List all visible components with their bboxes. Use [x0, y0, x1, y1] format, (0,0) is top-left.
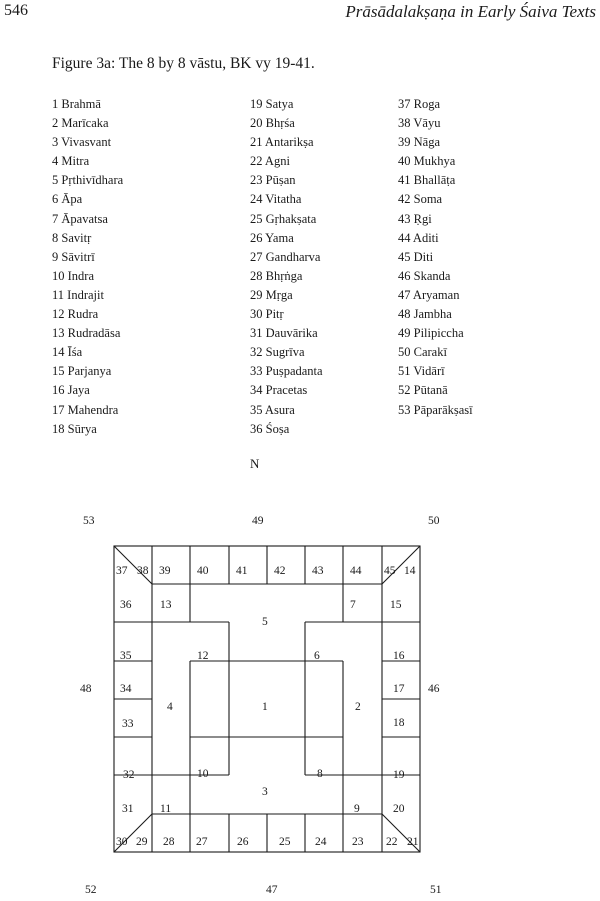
outer-label-top: 49 — [252, 515, 264, 527]
cell-label-bottom-6: 23 — [352, 836, 364, 848]
deity-list-item: 47 Aryaman — [398, 287, 460, 302]
deity-list-item: 16 Jaya — [52, 383, 90, 398]
cell-label-top-6: 44 — [350, 565, 362, 577]
cell-label-bottom-4: 25 — [279, 836, 291, 848]
deity-list-item: 6 Āpa — [52, 192, 83, 207]
deity-list-item: 48 Jambha — [398, 307, 452, 322]
cell-label-top-4: 42 — [274, 565, 286, 577]
cell-label-left-1: 36 — [120, 599, 132, 611]
deity-list-item: 34 Pracetas — [250, 383, 308, 398]
deity-list-item: 26 Yama — [250, 230, 294, 245]
cell-label-top-2: 40 — [197, 565, 209, 577]
deity-list-item: 20 Bhṛśa — [250, 116, 295, 131]
deity-list-item: 44 Aditi — [398, 230, 439, 245]
deity-list-item: 7 Āpavatsa — [52, 211, 108, 226]
north-label: N — [250, 456, 260, 471]
deity-list-item: 27 Gandharva — [250, 249, 321, 264]
corner-label-br-outer: 21 — [407, 836, 419, 848]
cell-label-right-5: 19 — [393, 769, 405, 781]
cell-label-left-4: 33 — [122, 718, 134, 730]
corner-label-tl-inner: 38 — [137, 565, 149, 577]
cell-label-left-3: 34 — [120, 683, 132, 695]
deity-list-item: 37 Roga — [398, 97, 441, 111]
deity-list-item: 3 Vivasvant — [52, 135, 112, 150]
deity-list-item: 49 Pilipiccha — [398, 326, 464, 341]
deity-list-item: 21 Antarikṣa — [250, 135, 314, 150]
deity-list-item: 41 Bhallāṭa — [398, 173, 456, 188]
cell-label-bottom-3: 26 — [237, 836, 249, 848]
inner-label-north: 5 — [262, 616, 268, 628]
inner-label-se-inner: 8 — [317, 768, 323, 780]
deity-list-item: 19 Satya — [250, 97, 294, 111]
deity-list-item: 29 Mṛga — [250, 287, 293, 302]
deity-list-item: 36 Śoṣa — [250, 421, 290, 436]
cell-label-left-6: 31 — [122, 803, 134, 815]
deity-list-item: 43 Ṛgi — [398, 211, 432, 226]
deity-list-item: 42 Soma — [398, 192, 443, 207]
deity-list-item: 28 Bhṛṅga — [250, 268, 303, 283]
deity-list-item: 4 Mitra — [52, 154, 90, 169]
cell-label-right-2: 16 — [393, 650, 405, 662]
deity-list-item: 18 Sūrya — [52, 421, 97, 436]
deity-list-item: 13 Rudradāsa — [52, 326, 121, 341]
inner-label-center: 1 — [262, 701, 268, 713]
deity-list-item: 5 Pṛthivīdhara — [52, 173, 124, 188]
deity-list-item: 11 Indrajit — [52, 287, 104, 302]
outer-label-top-left: 53 — [83, 515, 95, 527]
deity-list-item: 30 Pitṛ — [250, 307, 284, 322]
corner-label-tr-outer: 14 — [404, 565, 416, 577]
outer-label-left: 48 — [80, 683, 92, 695]
figure-title: Figure 3a: The 8 by 8 vāstu, BK vy 19-41. — [52, 55, 315, 72]
deity-list-item: 14 Īśa — [52, 345, 83, 360]
corner-label-tr-inner: 45 — [384, 565, 396, 577]
cell-label-top-3: 41 — [236, 565, 248, 577]
cell-label-right-6: 20 — [393, 803, 405, 815]
cell-label-left-2: 35 — [120, 650, 132, 662]
deity-list-item: 2 Marīcaka — [52, 116, 109, 131]
deity-list-item: 50 Carakī — [398, 345, 447, 360]
inner-label-ne-inner: 6 — [314, 650, 320, 662]
deity-list-item: 10 Indra — [52, 268, 94, 283]
inner-label-nw-inner: 12 — [197, 650, 209, 662]
cell-label-top-5: 43 — [312, 565, 324, 577]
outer-label-bottom: 47 — [266, 884, 278, 896]
inner-label-nw-outer: 13 — [160, 599, 172, 611]
outer-label-bottom-right: 51 — [430, 884, 442, 896]
cell-label-right-1: 15 — [390, 599, 402, 611]
corner-label-br-inner: 22 — [386, 836, 398, 848]
deity-list-item: 45 Diti — [398, 249, 434, 264]
deity-list-item: 39 Nāga — [398, 135, 440, 150]
deity-list-item: 23 Pūṣan — [250, 173, 296, 188]
deity-list-item: 33 Puṣpadanta — [250, 364, 323, 379]
page-number: 546 — [4, 2, 28, 19]
inner-label-east: 2 — [355, 701, 361, 713]
corner-label-tl-outer: 37 — [116, 565, 128, 577]
outer-label-right: 46 — [428, 683, 440, 695]
deity-list-item: 9 Sāvitrī — [52, 249, 95, 264]
cell-label-bottom-5: 24 — [315, 836, 327, 848]
cell-label-right-3: 17 — [393, 683, 405, 695]
deity-list-item: 53 Pāparākṣasī — [398, 402, 473, 417]
cell-label-right-4: 18 — [393, 717, 405, 729]
deity-list-item: 46 Skanda — [398, 268, 451, 283]
inner-label-ne-outer: 7 — [350, 599, 356, 611]
deity-list-item: 32 Sugrīva — [250, 345, 305, 360]
outer-label-top-right: 50 — [428, 515, 440, 527]
cell-label-bottom-1: 28 — [163, 836, 175, 848]
outer-label-bottom-left: 52 — [85, 884, 97, 896]
cell-label-bottom-2: 27 — [196, 836, 208, 848]
deity-list-item: 22 Agni — [250, 154, 290, 169]
inner-label-sw-inner: 10 — [197, 768, 209, 780]
deity-list-item: 52 Pūtanā — [398, 383, 448, 398]
inner-label-west: 4 — [167, 701, 173, 713]
deity-list-item: 25 Gṛhakṣata — [250, 211, 317, 226]
deity-list-item: 15 Parjanya — [52, 364, 112, 379]
inner-label-sw-outer: 11 — [160, 803, 172, 815]
deity-list-item: 12 Rudra — [52, 307, 99, 322]
running-title: Prāsādalakṣaṇa in Early Śaiva Texts — [345, 2, 596, 21]
deity-list-item: 1 Brahmā — [52, 97, 101, 111]
deity-list-item: 17 Mahendra — [52, 402, 119, 417]
inner-label-south: 3 — [262, 786, 268, 798]
deity-list-item: 24 Vitatha — [250, 192, 302, 207]
deity-list-item: 8 Savitṛ — [52, 230, 92, 245]
deity-list-item: 51 Vidārī — [398, 364, 445, 379]
cell-label-left-5: 32 — [123, 769, 135, 781]
deity-list-item: 40 Mukhya — [398, 154, 456, 169]
deity-list-item: 38 Vāyu — [398, 116, 441, 131]
cell-label-top-1: 39 — [159, 565, 171, 577]
deity-list-item: 31 Dauvārika — [250, 326, 318, 341]
corner-label-bl-inner: 29 — [136, 836, 148, 848]
inner-label-se-outer: 9 — [354, 803, 360, 815]
deity-list-item: 35 Asura — [250, 402, 295, 417]
corner-label-bl-outer: 30 — [116, 836, 128, 848]
